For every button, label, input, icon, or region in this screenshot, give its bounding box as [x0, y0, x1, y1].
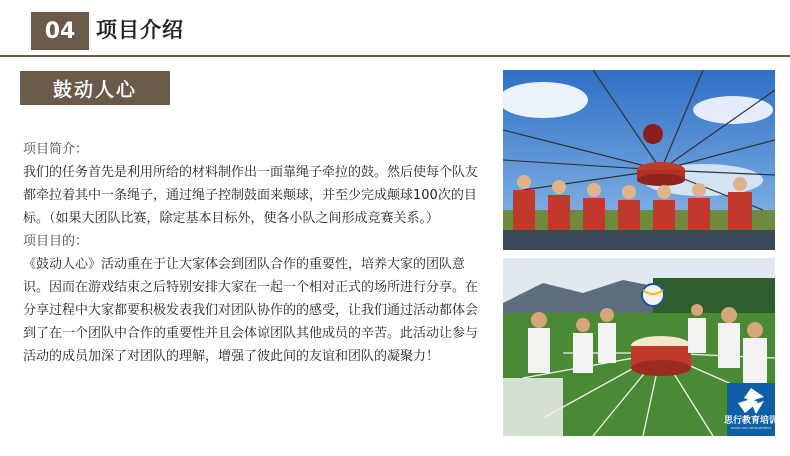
logo-name: 思行教育培训: [724, 416, 779, 426]
section-number: 04: [31, 12, 89, 50]
logo-subtitle: SIXING EDU DEVELOPMENT: [730, 426, 772, 430]
project-description: [23, 138, 483, 368]
purpose-text: 《鼓动人心》活动重在于让大家体会到团队合作的重要性，培养大家的团队意识。因而在游戏结束之后特别安排大家在一起一个相对正式的场所进行分享。在分享过程中大家都要积极发表我们对团队协作的的感受，让我们通过活动都体会到了在一个团队中合作的重要性并且会体谅团队其他成员的辛苦。此活动让参与活动的成员加深了对团队的理解，增强了彼此间的友谊和团队的凝聚力！: [23, 257, 479, 364]
page-title: 项目介绍: [96, 18, 184, 42]
header-divider: [0, 55, 790, 57]
logo-mark-icon: [736, 387, 766, 415]
intro-label: 项目简介：: [23, 142, 89, 157]
purpose-label: 项目目的：: [23, 234, 89, 249]
project-name-banner: 鼓动人心: [20, 71, 170, 105]
intro-text: 我们的任务首先是利用所给的材料制作出一面靠绳子牵拉的鼓。然后使每个队友都牵拉着其中一条绳子，通过绳子控制鼓面来颠球，并至少完成颠球100次的目标。（如果大团队比赛，除定基本目标外，使各小队之间形成竞赛关系。）: [23, 165, 479, 226]
activity-photo-sky: [503, 70, 775, 250]
company-logo: [724, 383, 779, 436]
